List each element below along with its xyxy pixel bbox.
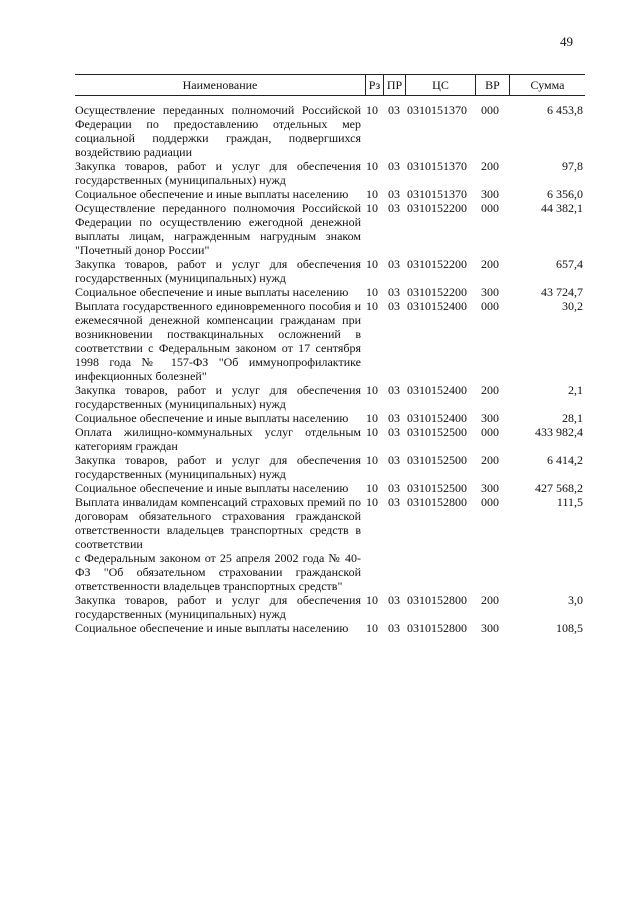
cell-pr: 03 <box>388 285 400 299</box>
cell-name: Социальное обеспечение и иные выплаты населению <box>75 481 349 495</box>
cell-rz: 10 <box>366 103 378 117</box>
cell-rz: 10 <box>366 495 378 509</box>
cell-sum: 3,0 <box>568 593 583 607</box>
cell-rz: 10 <box>366 411 378 425</box>
table-row <box>75 383 585 411</box>
cell-rz: 10 <box>366 257 378 271</box>
cell-name: Закупка товаров, работ и услуг для обеспечения государственных (муниципальных) нужд <box>75 453 361 481</box>
cell-pr: 03 <box>388 159 400 173</box>
cell-sum: 30,2 <box>562 299 583 313</box>
cell-pr: 03 <box>388 453 400 467</box>
cell-cs: 0310151370 <box>407 159 467 173</box>
cell-sum: 6 356,0 <box>547 187 583 201</box>
header-vr: ВР <box>475 75 509 95</box>
cell-pr: 03 <box>388 299 400 313</box>
table-row <box>75 495 585 593</box>
cell-pr: 03 <box>388 411 400 425</box>
table-row <box>75 621 585 635</box>
cell-pr: 03 <box>388 621 400 635</box>
cell-cs: 0310152200 <box>407 201 467 215</box>
cell-name: Осуществление переданных полномочий Российской Федерации по предоставлению отдельных мер социальной поддержки граждан, подвергшихся воздействию радиации <box>75 103 361 159</box>
cell-vr: 300 <box>481 621 499 635</box>
table-header <box>75 74 585 96</box>
cell-cs: 0310152400 <box>407 299 467 313</box>
cell-sum: 108,5 <box>556 621 583 635</box>
table-row <box>75 453 585 481</box>
cell-sum: 2,1 <box>568 383 583 397</box>
cell-name: Выплата инвалидам компенсаций страховых премий по договорам обязательного страхования гражданской ответственности владельцев транспортных средств в соответствии с Федеральным законом от 25 апреля 2002 года № 40-ФЗ "Об обязательном страховании гражданской ответственности владельцев транспортных средств" <box>75 495 361 593</box>
cell-sum: 6 453,8 <box>547 103 583 117</box>
table-row <box>75 201 585 257</box>
table-row <box>75 299 585 383</box>
header-rz: Рз <box>365 75 383 95</box>
cell-vr: 200 <box>481 257 499 271</box>
cell-cs: 0310152500 <box>407 481 467 495</box>
cell-rz: 10 <box>366 481 378 495</box>
cell-sum: 97,8 <box>562 159 583 173</box>
header-pr: ПР <box>383 75 405 95</box>
budget-table <box>75 74 585 635</box>
cell-sum: 28,1 <box>562 411 583 425</box>
cell-vr: 300 <box>481 187 499 201</box>
cell-vr: 000 <box>481 103 499 117</box>
cell-vr: 200 <box>481 453 499 467</box>
cell-cs: 0310152400 <box>407 411 467 425</box>
cell-vr: 300 <box>481 411 499 425</box>
cell-name: Выплата государственного единовременного пособия и ежемесячной денежной компенсации гражданам при возникновении поствакцинальных осложнений в соответствии с Федеральным законом от 17 сентября 1998 года № 157-ФЗ "Об иммунопрофилактике инфекционных болезней" <box>75 299 361 383</box>
cell-rz: 10 <box>366 621 378 635</box>
cell-name: Закупка товаров, работ и услуг для обеспечения государственных (муниципальных) нужд <box>75 383 361 411</box>
cell-cs: 0310152800 <box>407 495 467 509</box>
cell-vr: 200 <box>481 159 499 173</box>
cell-vr: 000 <box>481 201 499 215</box>
cell-cs: 0310152400 <box>407 383 467 397</box>
cell-vr: 000 <box>481 495 499 509</box>
cell-sum: 657,4 <box>556 257 583 271</box>
table-row <box>75 593 585 621</box>
table-row <box>75 103 585 159</box>
cell-rz: 10 <box>366 285 378 299</box>
cell-vr: 000 <box>481 299 499 313</box>
cell-vr: 200 <box>481 593 499 607</box>
cell-name: Закупка товаров, работ и услуг для обеспечения государственных (муниципальных) нужд <box>75 159 361 187</box>
cell-rz: 10 <box>366 383 378 397</box>
cell-rz: 10 <box>366 593 378 607</box>
cell-rz: 10 <box>366 159 378 173</box>
cell-pr: 03 <box>388 593 400 607</box>
cell-pr: 03 <box>388 257 400 271</box>
cell-cs: 0310152500 <box>407 453 467 467</box>
cell-sum: 44 382,1 <box>541 201 583 215</box>
table-body <box>75 96 585 635</box>
cell-cs: 0310152800 <box>407 593 467 607</box>
table-row <box>75 285 585 299</box>
page-number: 49 <box>560 34 573 49</box>
cell-name: Социальное обеспечение и иные выплаты населению <box>75 411 349 425</box>
table-row <box>75 481 585 495</box>
header-name: Наименование <box>182 78 258 92</box>
cell-sum: 427 568,2 <box>535 481 583 495</box>
cell-pr: 03 <box>388 481 400 495</box>
table-row <box>75 425 585 453</box>
cell-name: Осуществление переданного полномочия Российской Федерации по осуществлению ежегодной денежной выплаты лицам, награжденным нагрудным знаком "Почетный донор России" <box>75 201 361 257</box>
cell-vr: 200 <box>481 383 499 397</box>
cell-rz: 10 <box>366 453 378 467</box>
cell-cs: 0310152200 <box>407 285 467 299</box>
cell-pr: 03 <box>388 103 400 117</box>
cell-rz: 10 <box>366 201 378 215</box>
cell-rz: 10 <box>366 187 378 201</box>
table-row <box>75 159 585 187</box>
cell-sum: 111,5 <box>556 495 583 509</box>
cell-name: Оплата жилищно-коммунальных услуг отдельным категориям граждан <box>75 425 361 453</box>
cell-vr: 300 <box>481 481 499 495</box>
table-row <box>75 411 585 425</box>
cell-pr: 03 <box>388 425 400 439</box>
cell-pr: 03 <box>388 187 400 201</box>
cell-sum: 43 724,7 <box>541 285 583 299</box>
cell-name: Закупка товаров, работ и услуг для обеспечения государственных (муниципальных) нужд <box>75 257 361 285</box>
header-cs: ЦС <box>405 75 475 95</box>
table-row <box>75 187 585 201</box>
cell-sum: 6 414,2 <box>547 453 583 467</box>
cell-vr: 300 <box>481 285 499 299</box>
cell-pr: 03 <box>388 495 400 509</box>
cell-cs: 0310152800 <box>407 621 467 635</box>
cell-rz: 10 <box>366 299 378 313</box>
table-row <box>75 257 585 285</box>
cell-cs: 0310151370 <box>407 103 467 117</box>
cell-rz: 10 <box>366 425 378 439</box>
cell-name: Социальное обеспечение и иные выплаты населению <box>75 285 349 299</box>
cell-name: Закупка товаров, работ и услуг для обеспечения государственных (муниципальных) нужд <box>75 593 361 621</box>
cell-vr: 000 <box>481 425 499 439</box>
cell-pr: 03 <box>388 383 400 397</box>
cell-cs: 0310151370 <box>407 187 467 201</box>
cell-cs: 0310152500 <box>407 425 467 439</box>
cell-name: Социальное обеспечение и иные выплаты населению <box>75 187 349 201</box>
header-sum: Сумма <box>509 75 585 95</box>
cell-sum: 433 982,4 <box>535 425 583 439</box>
cell-name: Социальное обеспечение и иные выплаты населению <box>75 621 349 635</box>
cell-cs: 0310152200 <box>407 257 467 271</box>
cell-pr: 03 <box>388 201 400 215</box>
